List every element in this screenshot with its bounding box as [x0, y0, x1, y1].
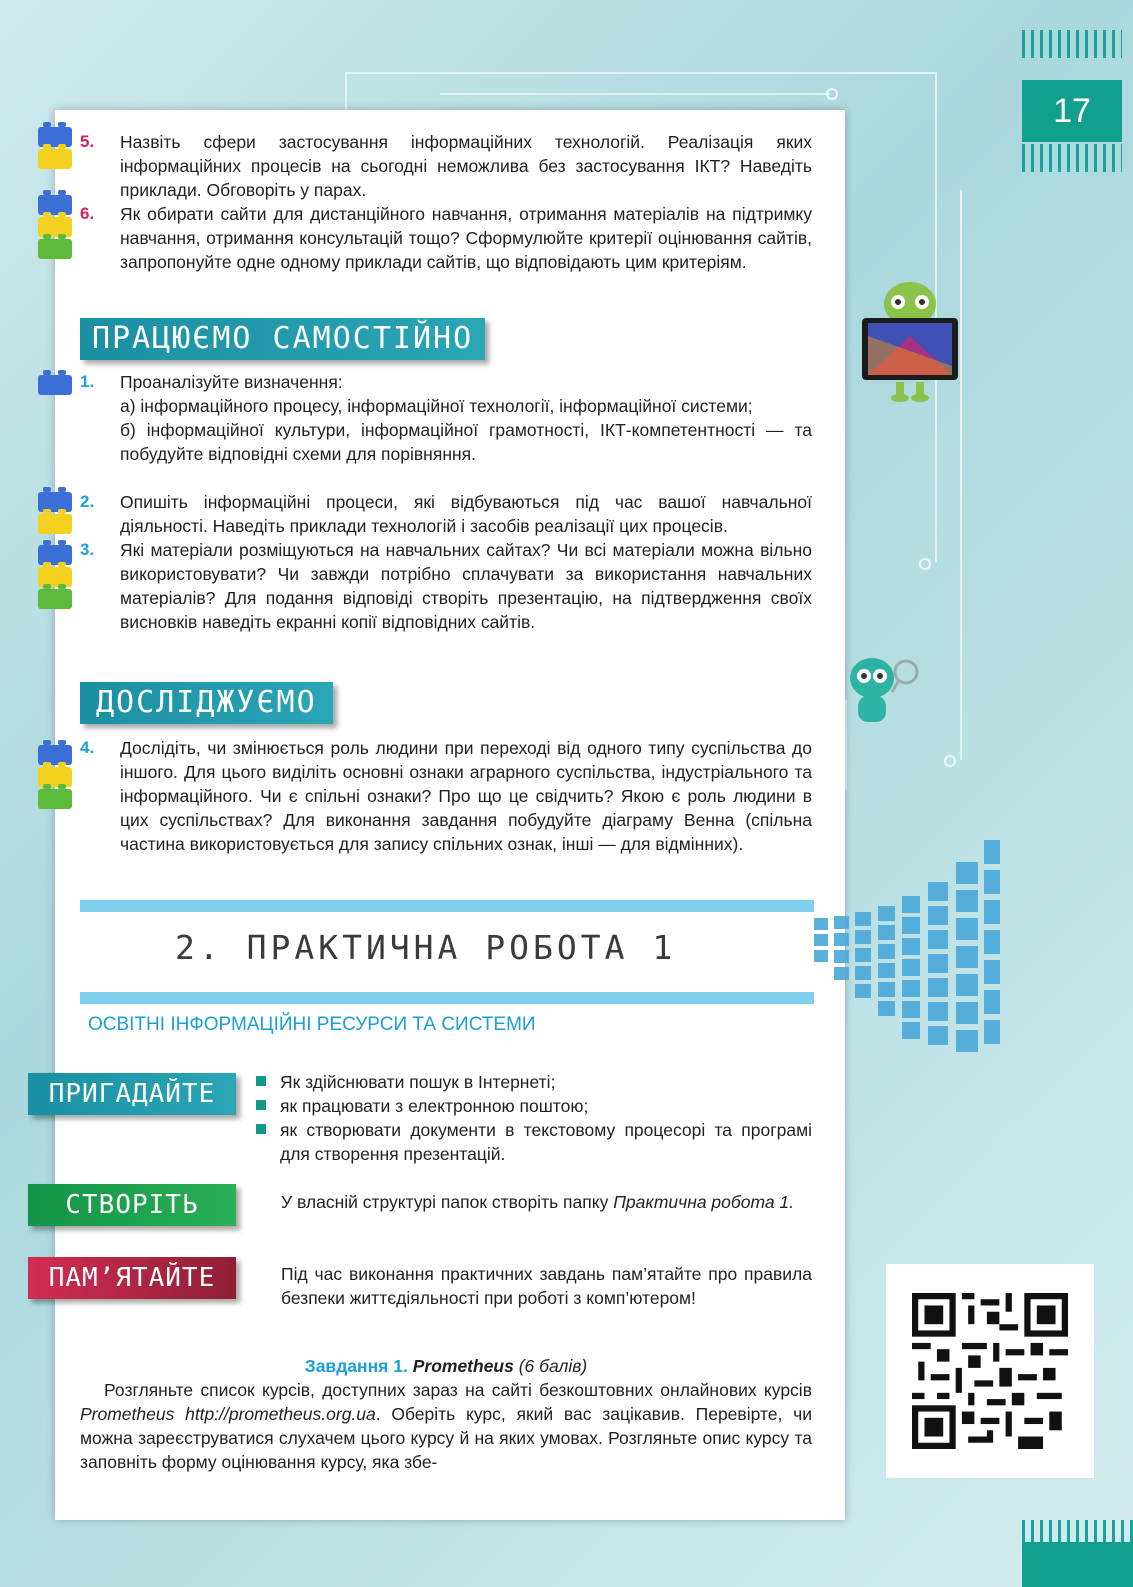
practical-work-subtitle: ОСВІТНІ ІНФОРМАЦІЙНІ РЕСУРСИ ТА СИСТЕМИ [88, 1014, 536, 1035]
title-band-top [80, 900, 814, 912]
lego-blocks-icon [38, 745, 72, 811]
task-label: Завдання 1. [304, 1356, 408, 1376]
task-title [80, 1354, 812, 1378]
create-text [281, 1190, 812, 1214]
page-number: 17 [1022, 80, 1122, 142]
item-text: Назвіть сфери застосування інформаційних технологій. Реалізація яких інформаційних процесів на сьогодні неможлива без застосування ІКТ? Наведіть приклади. Обговоріть у парах. [120, 132, 812, 200]
item-number: 1. [80, 372, 95, 391]
practical-work-title: 2. ПРАКТИЧНА РОБОТА 1 [175, 928, 677, 967]
item-number: 3. [80, 540, 95, 559]
item-text: Як обирати сайти для дистанційного навчання, отримання матеріалів на підтримку навчання, отримання консультацій тощо? Сформулюйте критерії оцінювання сайтів, запропонуйте одне одному приклади сайтів, що відповідають цим критеріям. [120, 204, 812, 272]
label-remember: ПРИГАДАЙТЕ [28, 1073, 236, 1115]
lego-blocks-icon [38, 195, 72, 261]
task-body-b: . Оберіть курс, який вас зацікавив. Перевірте, чи можна зареєструватися слухачем цього курсу й на яких умовах. Розгляньте опис курсу та заповніть форму оцінювання курсу, яка збе- [80, 1404, 812, 1472]
robot-with-magnifier-icon [836, 652, 926, 728]
item-text: Які матеріали розміщуються на навчальних сайтах? Чи всі матеріали можна вільно використовувати? Чи завжди потрібно сплачувати за використання навчальних матеріалів? Для подання відповіді створіть презентацію, на підтвердження своїх висновків наведіть екранні копії відповідних сайтів. [120, 540, 812, 632]
section-header-independent: ПРАЦЮЄМО САМОСТІЙНО [80, 318, 485, 360]
robot-with-tablet-icon [860, 276, 960, 404]
task-body-link[interactable]: Prometheus http://prometheus.org.ua [80, 1404, 376, 1424]
create-text-folder: Практична робота 1. [613, 1192, 795, 1212]
bottom-corner-decoration [1022, 1520, 1133, 1587]
lego-blocks-icon [38, 545, 72, 611]
label-create: СТВОРІТЬ [28, 1184, 236, 1226]
remember-list [256, 1070, 812, 1166]
item-text: Дослідіть, чи змінюється роль людини при переході від одного типу суспільства до іншого. Для цього виділіть основні ознаки аграрного суспільства, індустріального та інформаційного. Чи є спільні ознаки? Про що це свідчить? Якою є роль людини в цих суспільствах? Для виконання завдання побудуйте діаграму Венна (спільна частина використовується для запису спільних ознак, інші — для відмінних). [120, 738, 812, 854]
list-item: як створювати документи в текстовому процесорі та програмі для створення презентацій. [256, 1118, 812, 1166]
question-item-1 [80, 370, 812, 466]
task-name: Prometheus [412, 1356, 514, 1376]
lego-blocks-icon [38, 127, 72, 171]
task-body-a: Розгляньте список курсів, доступних зараз на сайті безкоштовних онлайнових курсів [104, 1380, 812, 1400]
safety-text: Під час виконання практичних завдань пам’ятайте про правила безпеки життєдіяльності при роботі з комп’ютером! [281, 1264, 812, 1308]
page-number-badge [1022, 30, 1122, 172]
item-number: 5. [80, 132, 95, 151]
qr-code-icon [886, 1264, 1094, 1478]
list-item: як працювати з електронною поштою; [256, 1094, 812, 1118]
title-band-bottom [80, 992, 814, 1004]
task-points: (6 балів) [518, 1356, 588, 1376]
item-text: Опишіть інформаційні процеси, які відбуваються під час вашої навчальної діяльності. Наведіть приклади технологій і засобів реалізації цих процесів. [120, 492, 812, 536]
question-item-6 [80, 202, 812, 274]
lego-blocks-icon [38, 492, 72, 536]
item-line-b: б) інформаційної культури, інформаційної грамотності, ІКТ-компетентності — та побудуйте відповідні схеми для порівняння. [120, 420, 812, 464]
item-number: 4. [80, 738, 95, 757]
item-line: Проаналізуйте визначення: [120, 372, 343, 392]
section-header-research: ДОСЛІДЖУЄМО [80, 682, 333, 724]
question-item-3 [80, 538, 812, 634]
question-item-2 [80, 490, 812, 538]
question-item-5 [80, 130, 812, 202]
task-body [80, 1378, 812, 1474]
item-number: 6. [80, 204, 95, 223]
lego-blocks-icon [38, 375, 72, 397]
question-item-4 [80, 736, 812, 856]
app-screens-wall-icon [812, 832, 1002, 1072]
item-number: 2. [80, 492, 95, 511]
create-text-main: У власній структурі папок створіть папку [281, 1192, 614, 1212]
list-item: Як здійснювати пошук в Інтернеті; [256, 1070, 812, 1094]
label-remember-safety: ПАМ’ЯТАЙТЕ [28, 1257, 236, 1299]
item-line-a: а) інформаційного процесу, інформаційної технології, інформаційної системи; [120, 396, 753, 416]
